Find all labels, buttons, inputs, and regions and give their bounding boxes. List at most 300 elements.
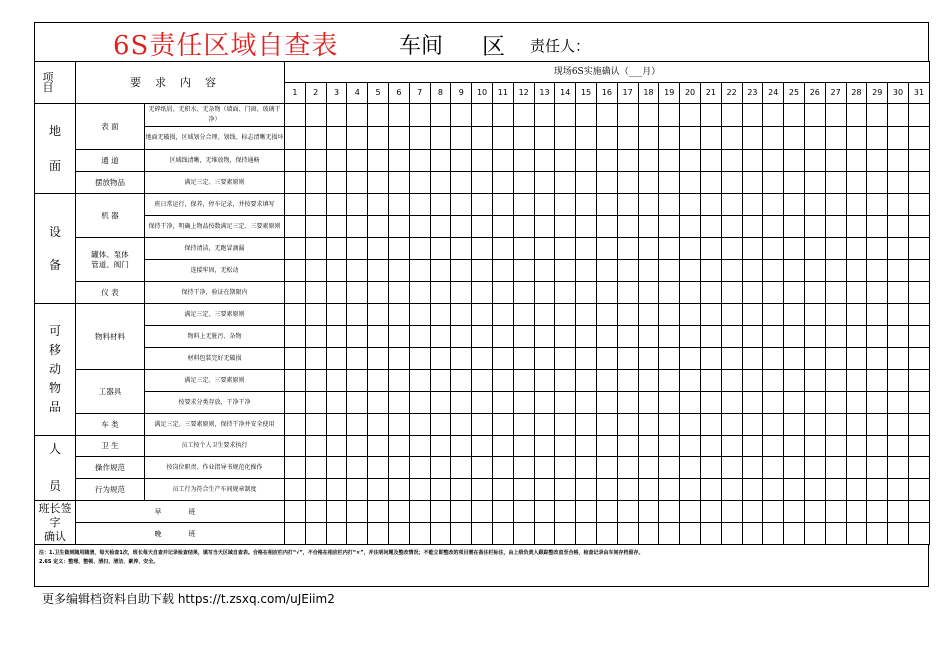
day-check-cell[interactable] [659, 501, 680, 523]
day-check-cell[interactable] [305, 479, 326, 501]
day-check-cell[interactable] [721, 282, 742, 304]
day-check-cell[interactable] [784, 304, 805, 326]
day-check-cell[interactable] [784, 194, 805, 216]
day-check-cell[interactable] [784, 282, 805, 304]
day-check-cell[interactable] [451, 304, 472, 326]
day-check-cell[interactable] [825, 104, 846, 127]
day-check-cell[interactable] [638, 479, 659, 501]
day-check-cell[interactable] [576, 282, 597, 304]
day-check-cell[interactable] [804, 370, 825, 392]
day-check-cell[interactable] [825, 150, 846, 172]
day-check-cell[interactable] [305, 127, 326, 150]
day-check-cell[interactable] [659, 457, 680, 479]
day-check-cell[interactable] [700, 523, 721, 545]
day-check-cell[interactable] [430, 304, 451, 326]
day-check-cell[interactable] [804, 457, 825, 479]
day-check-cell[interactable] [659, 304, 680, 326]
day-check-cell[interactable] [846, 282, 867, 304]
day-check-cell[interactable] [846, 392, 867, 414]
day-check-cell[interactable] [492, 150, 513, 172]
day-check-cell[interactable] [492, 457, 513, 479]
day-check-cell[interactable] [846, 436, 867, 457]
day-check-cell[interactable] [451, 326, 472, 348]
day-check-cell[interactable] [576, 479, 597, 501]
day-check-cell[interactable] [617, 194, 638, 216]
day-check-cell[interactable] [305, 216, 326, 238]
day-check-cell[interactable] [347, 414, 368, 436]
day-check-cell[interactable] [721, 479, 742, 501]
day-check-cell[interactable] [804, 348, 825, 370]
day-check-cell[interactable] [721, 501, 742, 523]
day-check-cell[interactable] [368, 238, 389, 260]
day-check-cell[interactable] [804, 104, 825, 127]
day-check-cell[interactable] [888, 326, 909, 348]
day-check-cell[interactable] [326, 414, 347, 436]
day-check-cell[interactable] [388, 260, 409, 282]
day-check-cell[interactable] [305, 326, 326, 348]
day-check-cell[interactable] [700, 479, 721, 501]
day-check-cell[interactable] [368, 523, 389, 545]
day-check-cell[interactable] [638, 282, 659, 304]
day-check-cell[interactable] [430, 479, 451, 501]
day-check-cell[interactable] [388, 104, 409, 127]
day-check-cell[interactable] [430, 282, 451, 304]
day-check-cell[interactable] [638, 216, 659, 238]
day-check-cell[interactable] [368, 104, 389, 127]
day-check-cell[interactable] [784, 172, 805, 194]
day-check-cell[interactable] [825, 523, 846, 545]
day-check-cell[interactable] [534, 479, 555, 501]
day-check-cell[interactable] [638, 326, 659, 348]
day-check-cell[interactable] [285, 150, 306, 172]
day-check-cell[interactable] [846, 501, 867, 523]
day-check-cell[interactable] [908, 238, 929, 260]
day-check-cell[interactable] [638, 172, 659, 194]
day-check-cell[interactable] [908, 414, 929, 436]
day-check-cell[interactable] [326, 104, 347, 127]
day-check-cell[interactable] [888, 172, 909, 194]
day-check-cell[interactable] [347, 457, 368, 479]
day-check-cell[interactable] [513, 370, 534, 392]
day-check-cell[interactable] [409, 392, 430, 414]
day-check-cell[interactable] [596, 348, 617, 370]
day-check-cell[interactable] [472, 523, 493, 545]
day-check-cell[interactable] [596, 479, 617, 501]
day-check-cell[interactable] [347, 194, 368, 216]
day-check-cell[interactable] [867, 282, 888, 304]
day-check-cell[interactable] [784, 260, 805, 282]
day-check-cell[interactable] [451, 414, 472, 436]
day-check-cell[interactable] [908, 172, 929, 194]
day-check-cell[interactable] [763, 523, 784, 545]
day-check-cell[interactable] [513, 326, 534, 348]
day-check-cell[interactable] [576, 523, 597, 545]
day-check-cell[interactable] [867, 216, 888, 238]
day-check-cell[interactable] [388, 304, 409, 326]
day-check-cell[interactable] [596, 501, 617, 523]
day-check-cell[interactable] [555, 457, 576, 479]
day-check-cell[interactable] [742, 326, 763, 348]
day-check-cell[interactable] [430, 216, 451, 238]
day-check-cell[interactable] [867, 501, 888, 523]
day-check-cell[interactable] [867, 392, 888, 414]
day-check-cell[interactable] [763, 436, 784, 457]
day-check-cell[interactable] [534, 501, 555, 523]
day-check-cell[interactable] [680, 501, 701, 523]
day-check-cell[interactable] [617, 501, 638, 523]
day-check-cell[interactable] [326, 127, 347, 150]
day-check-cell[interactable] [742, 304, 763, 326]
day-check-cell[interactable] [804, 260, 825, 282]
day-check-cell[interactable] [285, 304, 306, 326]
day-check-cell[interactable] [888, 370, 909, 392]
day-check-cell[interactable] [576, 326, 597, 348]
day-check-cell[interactable] [742, 457, 763, 479]
day-check-cell[interactable] [721, 127, 742, 150]
day-check-cell[interactable] [534, 523, 555, 545]
day-check-cell[interactable] [784, 436, 805, 457]
day-check-cell[interactable] [700, 501, 721, 523]
day-check-cell[interactable] [617, 457, 638, 479]
day-check-cell[interactable] [617, 326, 638, 348]
day-check-cell[interactable] [825, 304, 846, 326]
day-check-cell[interactable] [368, 370, 389, 392]
day-check-cell[interactable] [430, 194, 451, 216]
day-check-cell[interactable] [388, 326, 409, 348]
day-check-cell[interactable] [347, 216, 368, 238]
day-check-cell[interactable] [555, 370, 576, 392]
day-check-cell[interactable] [867, 414, 888, 436]
day-check-cell[interactable] [659, 348, 680, 370]
day-check-cell[interactable] [534, 260, 555, 282]
day-check-cell[interactable] [804, 436, 825, 457]
day-check-cell[interactable] [513, 282, 534, 304]
day-check-cell[interactable] [888, 194, 909, 216]
day-check-cell[interactable] [638, 501, 659, 523]
day-check-cell[interactable] [513, 194, 534, 216]
day-check-cell[interactable] [680, 194, 701, 216]
day-check-cell[interactable] [326, 172, 347, 194]
day-check-cell[interactable] [867, 127, 888, 150]
day-check-cell[interactable] [825, 216, 846, 238]
day-check-cell[interactable] [305, 348, 326, 370]
day-check-cell[interactable] [742, 479, 763, 501]
day-check-cell[interactable] [638, 127, 659, 150]
day-check-cell[interactable] [305, 172, 326, 194]
day-check-cell[interactable] [721, 104, 742, 127]
day-check-cell[interactable] [763, 194, 784, 216]
day-check-cell[interactable] [846, 238, 867, 260]
day-check-cell[interactable] [305, 457, 326, 479]
day-check-cell[interactable] [680, 414, 701, 436]
day-check-cell[interactable] [763, 104, 784, 127]
day-check-cell[interactable] [659, 282, 680, 304]
day-check-cell[interactable] [867, 436, 888, 457]
day-check-cell[interactable] [451, 436, 472, 457]
day-check-cell[interactable] [763, 150, 784, 172]
day-check-cell[interactable] [888, 348, 909, 370]
day-check-cell[interactable] [555, 523, 576, 545]
day-check-cell[interactable] [368, 304, 389, 326]
day-check-cell[interactable] [596, 127, 617, 150]
day-check-cell[interactable] [409, 523, 430, 545]
day-check-cell[interactable] [638, 304, 659, 326]
day-check-cell[interactable] [576, 150, 597, 172]
day-check-cell[interactable] [513, 436, 534, 457]
day-check-cell[interactable] [680, 304, 701, 326]
day-check-cell[interactable] [596, 260, 617, 282]
day-check-cell[interactable] [326, 150, 347, 172]
day-check-cell[interactable] [388, 457, 409, 479]
day-check-cell[interactable] [888, 282, 909, 304]
day-check-cell[interactable] [763, 282, 784, 304]
day-check-cell[interactable] [409, 238, 430, 260]
day-check-cell[interactable] [721, 326, 742, 348]
day-check-cell[interactable] [867, 238, 888, 260]
day-check-cell[interactable] [804, 172, 825, 194]
day-check-cell[interactable] [721, 523, 742, 545]
day-check-cell[interactable] [867, 260, 888, 282]
day-check-cell[interactable] [305, 238, 326, 260]
day-check-cell[interactable] [659, 216, 680, 238]
day-check-cell[interactable] [534, 150, 555, 172]
day-check-cell[interactable] [555, 326, 576, 348]
day-check-cell[interactable] [347, 238, 368, 260]
day-check-cell[interactable] [596, 304, 617, 326]
day-check-cell[interactable] [285, 457, 306, 479]
day-check-cell[interactable] [867, 104, 888, 127]
day-check-cell[interactable] [472, 436, 493, 457]
day-check-cell[interactable] [825, 370, 846, 392]
day-check-cell[interactable] [700, 304, 721, 326]
day-check-cell[interactable] [347, 436, 368, 457]
day-check-cell[interactable] [700, 392, 721, 414]
day-check-cell[interactable] [617, 304, 638, 326]
day-check-cell[interactable] [638, 260, 659, 282]
day-check-cell[interactable] [638, 436, 659, 457]
day-check-cell[interactable] [472, 370, 493, 392]
day-check-cell[interactable] [472, 414, 493, 436]
day-check-cell[interactable] [846, 326, 867, 348]
day-check-cell[interactable] [513, 479, 534, 501]
day-check-cell[interactable] [285, 501, 306, 523]
day-check-cell[interactable] [409, 501, 430, 523]
day-check-cell[interactable] [492, 348, 513, 370]
day-check-cell[interactable] [472, 238, 493, 260]
day-check-cell[interactable] [742, 104, 763, 127]
day-check-cell[interactable] [784, 479, 805, 501]
day-check-cell[interactable] [659, 104, 680, 127]
day-check-cell[interactable] [492, 326, 513, 348]
day-check-cell[interactable] [908, 127, 929, 150]
day-check-cell[interactable] [534, 436, 555, 457]
day-check-cell[interactable] [409, 150, 430, 172]
day-check-cell[interactable] [555, 479, 576, 501]
day-check-cell[interactable] [492, 282, 513, 304]
day-check-cell[interactable] [908, 392, 929, 414]
day-check-cell[interactable] [763, 501, 784, 523]
day-check-cell[interactable] [285, 104, 306, 127]
day-check-cell[interactable] [555, 392, 576, 414]
day-check-cell[interactable] [721, 150, 742, 172]
day-check-cell[interactable] [825, 127, 846, 150]
day-check-cell[interactable] [867, 172, 888, 194]
day-check-cell[interactable] [534, 457, 555, 479]
day-check-cell[interactable] [742, 216, 763, 238]
day-check-cell[interactable] [492, 370, 513, 392]
day-check-cell[interactable] [763, 216, 784, 238]
day-check-cell[interactable] [638, 457, 659, 479]
day-check-cell[interactable] [409, 194, 430, 216]
day-check-cell[interactable] [638, 104, 659, 127]
day-check-cell[interactable] [555, 282, 576, 304]
day-check-cell[interactable] [659, 150, 680, 172]
day-check-cell[interactable] [285, 436, 306, 457]
day-check-cell[interactable] [617, 523, 638, 545]
day-check-cell[interactable] [451, 260, 472, 282]
day-check-cell[interactable] [534, 104, 555, 127]
day-check-cell[interactable] [285, 194, 306, 216]
day-check-cell[interactable] [347, 479, 368, 501]
day-check-cell[interactable] [451, 370, 472, 392]
day-check-cell[interactable] [409, 216, 430, 238]
day-check-cell[interactable] [721, 457, 742, 479]
day-check-cell[interactable] [617, 238, 638, 260]
day-check-cell[interactable] [825, 414, 846, 436]
day-check-cell[interactable] [700, 216, 721, 238]
day-check-cell[interactable] [659, 194, 680, 216]
day-check-cell[interactable] [784, 216, 805, 238]
day-check-cell[interactable] [721, 172, 742, 194]
day-check-cell[interactable] [680, 282, 701, 304]
day-check-cell[interactable] [763, 260, 784, 282]
day-check-cell[interactable] [285, 479, 306, 501]
day-check-cell[interactable] [555, 127, 576, 150]
day-check-cell[interactable] [534, 348, 555, 370]
day-check-cell[interactable] [846, 348, 867, 370]
day-check-cell[interactable] [680, 348, 701, 370]
day-check-cell[interactable] [680, 104, 701, 127]
day-check-cell[interactable] [846, 172, 867, 194]
day-check-cell[interactable] [347, 304, 368, 326]
day-check-cell[interactable] [513, 501, 534, 523]
day-check-cell[interactable] [680, 479, 701, 501]
day-check-cell[interactable] [804, 479, 825, 501]
day-check-cell[interactable] [326, 260, 347, 282]
day-check-cell[interactable] [596, 216, 617, 238]
day-check-cell[interactable] [513, 238, 534, 260]
day-check-cell[interactable] [326, 282, 347, 304]
day-check-cell[interactable] [908, 457, 929, 479]
day-check-cell[interactable] [784, 104, 805, 127]
day-check-cell[interactable] [700, 436, 721, 457]
day-check-cell[interactable] [784, 238, 805, 260]
day-check-cell[interactable] [908, 436, 929, 457]
day-check-cell[interactable] [888, 501, 909, 523]
day-check-cell[interactable] [409, 304, 430, 326]
day-check-cell[interactable] [576, 194, 597, 216]
day-check-cell[interactable] [409, 282, 430, 304]
day-check-cell[interactable] [596, 326, 617, 348]
day-check-cell[interactable] [472, 304, 493, 326]
day-check-cell[interactable] [680, 457, 701, 479]
day-check-cell[interactable] [430, 392, 451, 414]
day-check-cell[interactable] [451, 348, 472, 370]
day-check-cell[interactable] [492, 479, 513, 501]
day-check-cell[interactable] [347, 282, 368, 304]
day-check-cell[interactable] [659, 172, 680, 194]
day-check-cell[interactable] [534, 304, 555, 326]
day-check-cell[interactable] [368, 260, 389, 282]
day-check-cell[interactable] [368, 414, 389, 436]
day-check-cell[interactable] [825, 194, 846, 216]
day-check-cell[interactable] [700, 194, 721, 216]
day-check-cell[interactable] [742, 414, 763, 436]
day-check-cell[interactable] [867, 523, 888, 545]
day-check-cell[interactable] [659, 523, 680, 545]
day-check-cell[interactable] [888, 150, 909, 172]
day-check-cell[interactable] [388, 479, 409, 501]
day-check-cell[interactable] [825, 501, 846, 523]
day-check-cell[interactable] [846, 414, 867, 436]
day-check-cell[interactable] [347, 127, 368, 150]
day-check-cell[interactable] [472, 172, 493, 194]
day-check-cell[interactable] [576, 501, 597, 523]
day-check-cell[interactable] [347, 523, 368, 545]
day-check-cell[interactable] [430, 326, 451, 348]
day-check-cell[interactable] [388, 172, 409, 194]
day-check-cell[interactable] [825, 326, 846, 348]
day-check-cell[interactable] [763, 392, 784, 414]
day-check-cell[interactable] [888, 436, 909, 457]
day-check-cell[interactable] [326, 436, 347, 457]
day-check-cell[interactable] [492, 260, 513, 282]
day-check-cell[interactable] [846, 304, 867, 326]
day-check-cell[interactable] [492, 523, 513, 545]
day-check-cell[interactable] [451, 392, 472, 414]
day-check-cell[interactable] [472, 260, 493, 282]
day-check-cell[interactable] [784, 370, 805, 392]
day-check-cell[interactable] [555, 238, 576, 260]
day-check-cell[interactable] [804, 238, 825, 260]
day-check-cell[interactable] [596, 523, 617, 545]
day-check-cell[interactable] [492, 127, 513, 150]
day-check-cell[interactable] [784, 501, 805, 523]
day-check-cell[interactable] [888, 392, 909, 414]
day-check-cell[interactable] [680, 127, 701, 150]
day-check-cell[interactable] [846, 260, 867, 282]
day-check-cell[interactable] [763, 479, 784, 501]
day-check-cell[interactable] [804, 194, 825, 216]
day-check-cell[interactable] [638, 238, 659, 260]
day-check-cell[interactable] [596, 172, 617, 194]
day-check-cell[interactable] [763, 304, 784, 326]
day-check-cell[interactable] [596, 194, 617, 216]
day-check-cell[interactable] [492, 501, 513, 523]
day-check-cell[interactable] [472, 457, 493, 479]
day-check-cell[interactable] [700, 260, 721, 282]
day-check-cell[interactable] [347, 150, 368, 172]
day-check-cell[interactable] [430, 457, 451, 479]
day-check-cell[interactable] [492, 414, 513, 436]
day-check-cell[interactable] [555, 436, 576, 457]
day-check-cell[interactable] [513, 260, 534, 282]
day-check-cell[interactable] [763, 414, 784, 436]
day-check-cell[interactable] [388, 127, 409, 150]
day-check-cell[interactable] [700, 282, 721, 304]
day-check-cell[interactable] [513, 392, 534, 414]
day-check-cell[interactable] [576, 414, 597, 436]
